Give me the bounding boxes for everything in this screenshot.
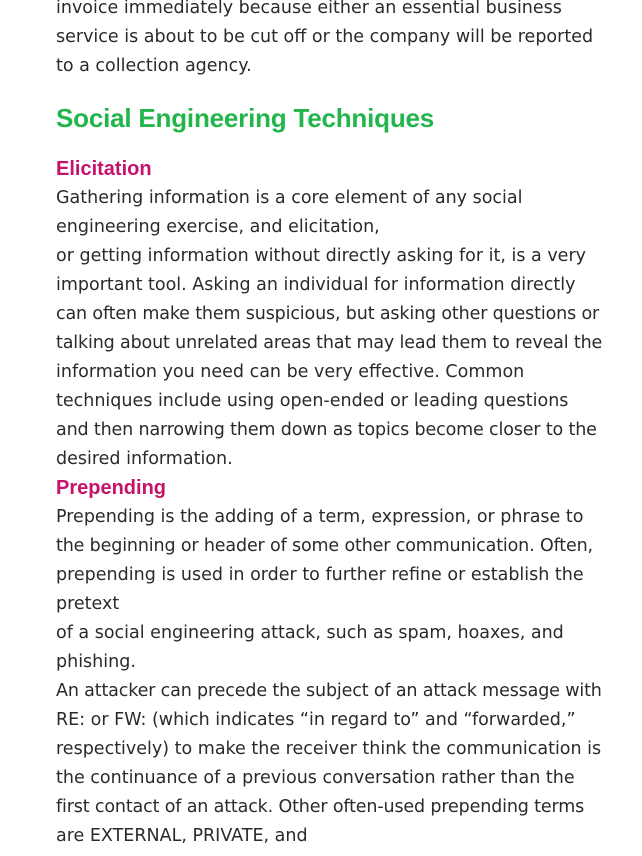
prepending-paragraph-2 xyxy=(56,677,626,851)
prepending-paragraph-1 xyxy=(56,503,626,677)
text-line: to a collection agency. xyxy=(56,56,252,76)
elicitation-paragraph xyxy=(56,184,626,474)
text-line: invoice immediately because either an essential business xyxy=(56,0,562,18)
text-line: techniques include using open-ended or leading questions xyxy=(56,391,569,411)
elicitation-heading: Elicitation xyxy=(56,158,152,180)
text-line: information you need can be very effective. Common xyxy=(56,362,525,382)
text-line: pretext xyxy=(56,594,120,614)
text-line: of a social engineering attack, such as spam, hoaxes, and xyxy=(56,623,564,643)
text-line: respectively) to make the receiver think the communication is xyxy=(56,739,602,759)
text-line: are EXTERNAL, PRIVATE, and xyxy=(56,826,308,846)
document-content xyxy=(56,0,626,851)
text-line: can often make them suspicious, but asking other questions or xyxy=(56,304,600,324)
text-line: the continuance of a previous conversation rather than the xyxy=(56,768,575,788)
text-line: talking about unrelated areas that may lead them to reveal the xyxy=(56,333,603,353)
text-line: An attacker can precede the subject of an attack message with xyxy=(56,681,602,701)
text-line: service is about to be cut off or the company will be reported xyxy=(56,27,594,47)
text-line: Prepending is the adding of a term, expression, or phrase to xyxy=(56,507,584,527)
text-line: important tool. Asking an individual for information directly xyxy=(56,275,576,295)
text-line: the beginning or header of some other communication. Often, xyxy=(56,536,593,556)
prepending-heading: Prepending xyxy=(56,477,167,499)
text-line: Gathering information is a core element of any social xyxy=(56,188,523,208)
text-line: phishing. xyxy=(56,652,136,672)
text-line: or getting information without directly asking for it, is a very xyxy=(56,246,586,266)
text-line: and then narrowing them down as topics become closer to the xyxy=(56,420,597,440)
intro-paragraph xyxy=(56,0,626,81)
text-line: prepending is used in order to further refine or establish the xyxy=(56,565,584,585)
text-line: engineering exercise, and elicitation, xyxy=(56,217,380,237)
text-line: desired information. xyxy=(56,449,233,469)
text-line: RE: or FW: (which indicates “in regard to” and “forwarded,” xyxy=(56,710,576,730)
section-heading: Social Engineering Techniques xyxy=(56,103,435,133)
text-line: first contact of an attack. Other often-used prepending terms xyxy=(56,797,585,817)
